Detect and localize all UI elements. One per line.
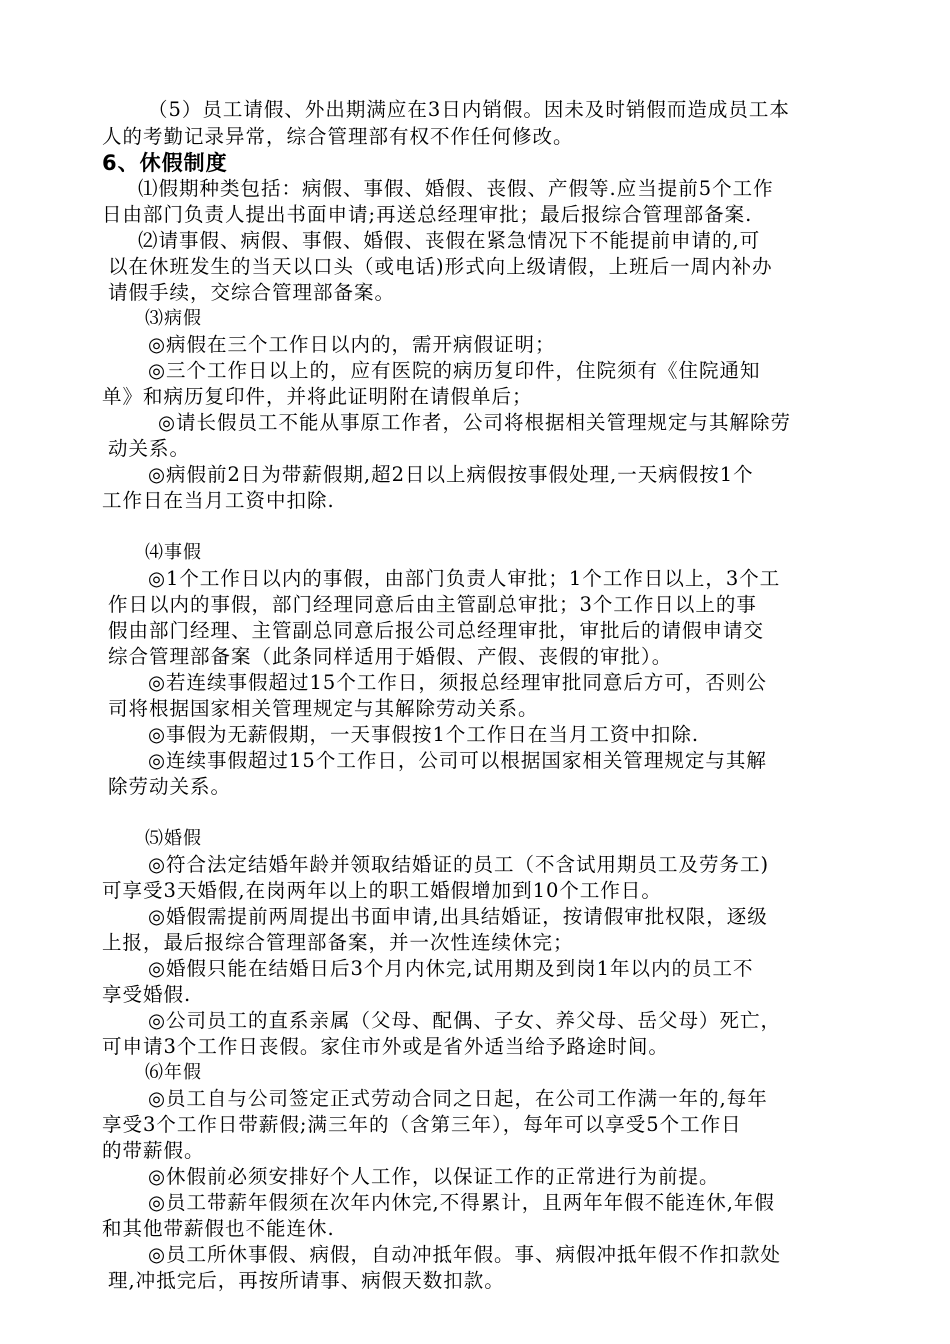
paragraph-line: ◎员工带薪年假须在次年内休完,不得累计，且两年年假不能连休,年假 — [148, 1191, 775, 1214]
paragraph-line: ◎三个工作日以上的，应有医院的病历复印件，住院须有《住院通知 — [148, 359, 761, 382]
paragraph-line: 人的考勤记录异常，综合管理部有权不作任何修改。 — [102, 125, 574, 148]
subsection-heading: ⑶病假 — [145, 308, 202, 329]
paragraph-line: 可申请3个工作日丧假。家住市外或是省外适当给予路途时间。 — [102, 1035, 669, 1058]
paragraph-line: （5）员工请假、外出期满应在3日内销假。因未及时销假而造成员工本 — [148, 98, 790, 121]
paragraph-line: ◎符合法定结婚年龄并领取结婚证的员工（不含试用期员工及劳务工) — [148, 853, 770, 876]
paragraph-line: ◎若连续事假超过15个工作日，须报总经理审批同意后方可，否则公 — [148, 671, 767, 694]
subsection-heading: ⑷事假 — [145, 542, 202, 563]
paragraph-line: ◎请长假员工不能从事原工作者，公司将根据相关管理规定与其解除劳 — [158, 411, 792, 434]
paragraph-line: ◎事假为无薪假期，一天事假按1个工作日在当月工资中扣除. — [148, 723, 700, 746]
paragraph-line: 上报，最后报综合管理部备案，并一次性连续休完； — [102, 931, 574, 954]
paragraph-line: 工作日在当月工资中扣除. — [102, 489, 335, 512]
paragraph-line: ◎1个工作日以内的事假，由部门负责人审批；1个工作日以上，3个工 — [148, 567, 781, 590]
paragraph-line: 享受3个工作日带薪假;满三年的（含第三年），每年可以享受5个工作日 — [102, 1113, 742, 1136]
paragraph-line: ◎休假前必须安排好个人工作，以保证工作的正常进行为前提。 — [148, 1165, 720, 1188]
paragraph-line: 除劳动关系。 — [108, 775, 232, 798]
subsection-heading: ⑹年假 — [145, 1062, 202, 1083]
subsection-heading: ⑸婚假 — [145, 828, 202, 849]
paragraph-line: 动关系。 — [108, 437, 191, 460]
paragraph-line: ⑴假期种类包括：病假、事假、婚假、丧假、产假等.应当提前5个工作 — [138, 177, 774, 200]
paragraph-line: ◎病假在三个工作日以内的，需开病假证明； — [148, 333, 556, 356]
paragraph-line: 和其他带薪假也不能连休. — [102, 1217, 335, 1240]
paragraph-line: 司将根据国家相关管理规定与其解除劳动关系。 — [108, 697, 539, 720]
paragraph-line: 请假手续，交综合管理部备案。 — [108, 281, 396, 304]
paragraph-line: ◎婚假只能在结婚日后3个月内休完,试用期及到岗1年以内的员工不 — [148, 957, 754, 980]
paragraph-line: ◎病假前2日为带薪假期,超2日以上病假按事假处理,一天病假按1个 — [148, 463, 754, 486]
paragraph-line: ◎婚假需提前两周提出书面申请,出具结婚证，按请假审批权限，逐级 — [148, 905, 768, 928]
paragraph-line: 以在休班发生的当天以口头（或电话)形式向上级请假，上班后一周内补办 — [108, 255, 773, 278]
paragraph-line: 日由部门负责人提出书面申请;再送总经理审批；最后报综合管理部备案. — [102, 203, 753, 226]
section-heading: 6、休假制度 — [102, 151, 228, 175]
paragraph-line: 综合管理部备案（此条同样适用于婚假、产假、丧假的审批）。 — [108, 645, 673, 668]
paragraph-line: 作日以内的事假，部门经理同意后由主管副总审批；3个工作日以上的事 — [108, 593, 757, 616]
paragraph-line: ◎连续事假超过15个工作日，公司可以根据国家相关管理规定与其解 — [148, 749, 767, 772]
paragraph-line: 可享受3天婚假,在岗两年以上的职工婚假增加到10个工作日。 — [102, 879, 662, 902]
paragraph-line: ◎公司员工的直系亲属（父母、配偶、子女、养父母、岳父母）死亡， — [148, 1009, 782, 1032]
paragraph-line: 的带薪假。 — [102, 1139, 205, 1162]
paragraph-line: ◎员工所休事假、病假，自动冲抵年假。事、病假冲抵年假不作扣款处 — [148, 1243, 782, 1266]
paragraph-line: 理,冲抵完后，再按所请事、病假天数扣款。 — [108, 1269, 505, 1292]
paragraph-line: 假由部门经理、主管副总同意后报公司总经理审批，审批后的请假申请交 — [108, 619, 765, 642]
paragraph-line: 享受婚假. — [102, 983, 192, 1006]
paragraph-line: ◎员工自与公司签定正式劳动合同之日起，在公司工作满一年的,每年 — [148, 1087, 768, 1110]
paragraph-line: 单》和病历复印件，并将此证明附在请假单后； — [102, 385, 533, 408]
paragraph-line: ⑵请事假、病假、事假、婚假、丧假在紧急情况下不能提前申请的,可 — [138, 229, 761, 252]
